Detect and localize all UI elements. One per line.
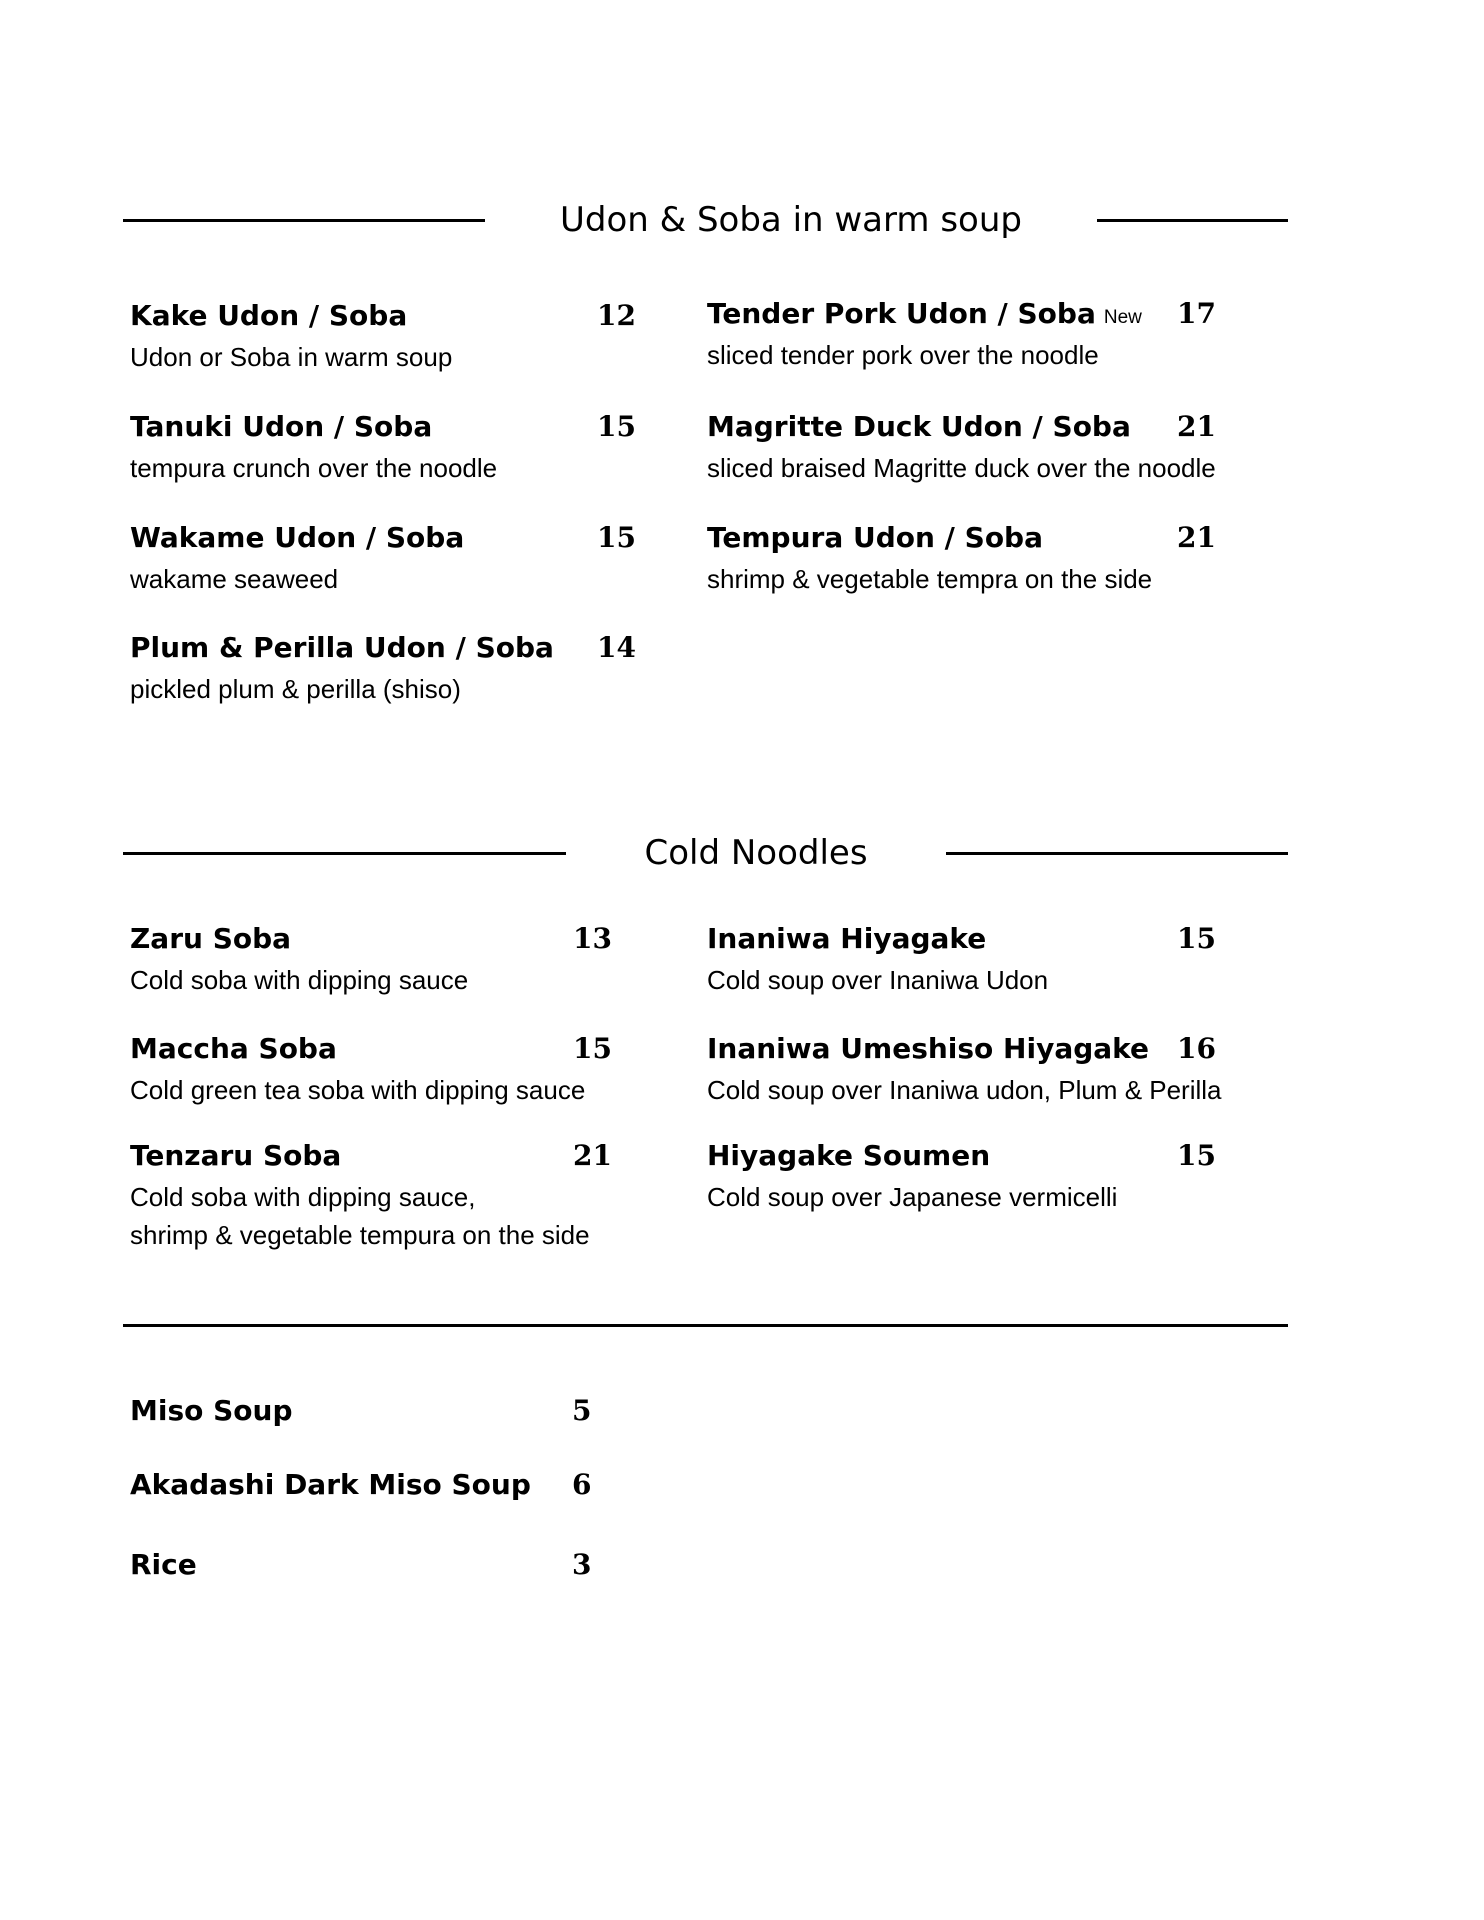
header-rule-right <box>946 852 1288 855</box>
item-name: Hiyagake Soumen <box>707 1139 991 1172</box>
item-price: 15 <box>597 410 636 443</box>
header-rule-right <box>1097 219 1288 222</box>
item-description: pickled plum & perilla (shiso) <box>130 674 461 704</box>
item-name: Kake Udon / Soba <box>130 299 408 332</box>
item-description: Cold soba with dipping sauce <box>130 965 469 995</box>
item-price: 12 <box>597 299 636 332</box>
sides-divider <box>123 1324 1288 1327</box>
item-price: 21 <box>1177 521 1216 554</box>
item-description: wakame seaweed <box>130 564 339 594</box>
item-name: Miso Soup <box>130 1394 293 1427</box>
item-price: 15 <box>573 1032 612 1065</box>
item-price: 5 <box>572 1394 592 1427</box>
header-rule-left <box>123 852 566 855</box>
item-name: Zaru Soba <box>130 922 292 955</box>
item-description: sliced braised Magritte duck over the noodle <box>707 453 1216 483</box>
item-price: 21 <box>1177 410 1216 443</box>
item-name: Tempura Udon / Soba <box>707 521 1043 554</box>
item-name: Akadashi Dark Miso Soup <box>130 1468 531 1501</box>
item-description: Cold green tea soba with dipping sauce <box>130 1075 586 1105</box>
item-description: Cold soup over Japanese vermicelli <box>707 1182 1118 1212</box>
item-name: Tenzaru Soba <box>130 1139 342 1172</box>
item-name: Rice <box>130 1548 197 1581</box>
item-description: Cold soup over Inaniwa udon, Plum & Perilla <box>707 1075 1222 1105</box>
item-price: 17 <box>1177 297 1216 330</box>
item-description-line-2: shrimp & vegetable tempura on the side <box>130 1220 590 1250</box>
item-name <box>707 296 1142 336</box>
item-name: Inaniwa Hiyagake <box>707 922 987 955</box>
item-name: Tanuki Udon / Soba <box>130 410 433 443</box>
item-name: Plum & Perilla Udon / Soba <box>130 631 554 664</box>
item-price: 15 <box>1177 922 1216 955</box>
item-name: Inaniwa Umeshiso Hiyagake <box>707 1032 1150 1065</box>
item-description: Cold soup over Inaniwa Udon <box>707 965 1049 995</box>
section-title: Udon & Soba in warm soup <box>560 200 1022 240</box>
item-description: Cold soba with dipping sauce, <box>130 1182 476 1212</box>
item-description: shrimp & vegetable tempra on the side <box>707 564 1153 594</box>
section-title: Cold Noodles <box>644 833 868 873</box>
item-name-text: Tender Pork Udon / Soba <box>707 297 1096 330</box>
header-rule-left <box>123 219 485 222</box>
item-price: 6 <box>572 1468 592 1501</box>
item-name: Wakame Udon / Soba <box>130 521 465 554</box>
item-name: Magritte Duck Udon / Soba <box>707 410 1131 443</box>
item-price: 13 <box>573 922 612 955</box>
new-badge: New <box>1103 307 1142 328</box>
item-price: 14 <box>597 631 636 664</box>
item-description: Udon or Soba in warm soup <box>130 342 453 372</box>
warm-soup-section-header <box>123 190 1288 250</box>
item-price: 3 <box>572 1548 592 1581</box>
item-price: 16 <box>1177 1032 1216 1065</box>
item-name: Maccha Soba <box>130 1032 337 1065</box>
item-price: 15 <box>597 521 636 554</box>
item-price: 21 <box>573 1139 612 1172</box>
item-description: sliced tender pork over the noodle <box>707 340 1099 370</box>
cold-noodles-section-header <box>123 823 1288 883</box>
item-price: 15 <box>1177 1139 1216 1172</box>
item-description: tempura crunch over the noodle <box>130 453 498 483</box>
